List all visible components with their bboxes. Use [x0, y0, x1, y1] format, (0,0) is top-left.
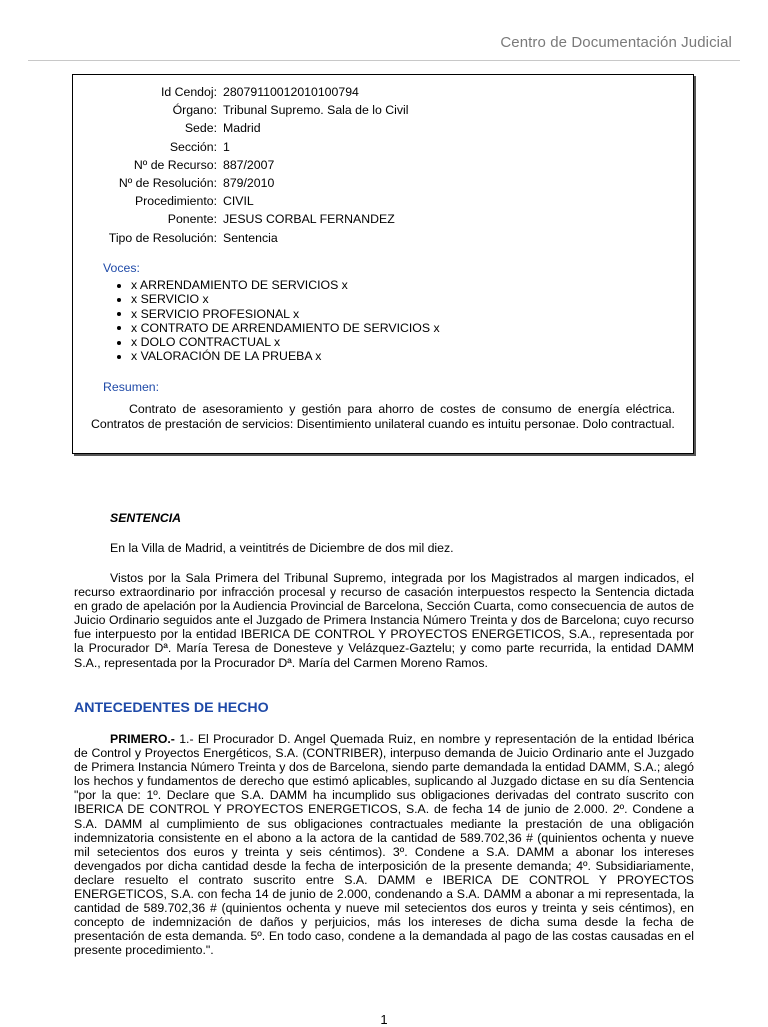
primero-paragraph [74, 732, 694, 958]
header-divider [28, 60, 740, 61]
resumen-label: Resumen: [103, 380, 160, 394]
meta-value: 1 [223, 139, 230, 154]
meta-value: JESUS CORBAL FERNANDEZ [223, 212, 395, 227]
voces-list [103, 278, 440, 364]
document-center-title: Centro de Documentación Judicial [500, 34, 732, 51]
date-line: En la Villa de Madrid, a veintitrés de Diciembre de dos mil diez. [110, 541, 454, 555]
voces-label: Voces: [103, 261, 140, 275]
primero-label: PRIMERO.- [110, 732, 175, 746]
meta-key: Ponente: [167, 212, 217, 227]
voces-item: x ARRENDAMIENTO DE SERVICIOS x [103, 278, 440, 292]
resumen-text: Contrato de asesoramiento y gestión para ahorro de costes de consumo de energía eléctrica. Contratos de prestación de servicios: Disentimiento unilateral cuando es intuitu personae. Dolo contractual. [91, 402, 675, 431]
metadata-box [72, 74, 694, 454]
meta-value: 28079110012010100794 [223, 85, 359, 99]
page-number: 1 [380, 1012, 388, 1027]
meta-row-resolucion [73, 174, 408, 192]
meta-row-tipo-resolucion [73, 229, 408, 247]
meta-value: 887/2007 [223, 157, 275, 172]
meta-value: Madrid [223, 121, 261, 136]
meta-value: Sentencia [223, 230, 278, 245]
voces-item: x DOLO CONTRACTUAL x [103, 335, 440, 349]
meta-row-id-cendoj [73, 83, 408, 101]
meta-key: Procedimiento: [134, 194, 217, 209]
meta-value: Tribunal Supremo. Sala de lo Civil [223, 103, 409, 118]
voces-item: x SERVICIO PROFESIONAL x [103, 307, 440, 321]
voces-item: x SERVICIO x [103, 292, 440, 306]
meta-row-seccion [73, 138, 408, 156]
primero-text: 1.- El Procurador D. Angel Quemada Ruiz, en nombre y representación de la entidad Ibérica de Control y Proyectos Energéticos, S.A. (CONTRIBER), interpuso demanda de Juicio Ordinario ante el Juzgado de Primera Instancia Número Treinta y dos de Barcelona, siendo parte demandada la entidad DAMM, S.A.; alegó los hechos y fundamentos de derecho que estimó aplicables, suplicando al Juzgado dictase en su día Sentencia "por la que: 1º. Declare que S.A. DAMM ha incumplido sus obligaciones derivadas del contrato suscrito con IBERICA DE CONTROL Y PROYECTOS ENERGETICOS, S.A. de fecha 14 de junio de 2.000. 2º. Condene a S.A. DAMM al cumplimiento de sus obligaciones contractuales mediante la prestación de una obligación indemnizatoria consistente en el abono a la actora de la cantidad de 589.702,36 # (quinientos ochenta y nueve mil setecientos dos euros y treinta y seis céntimos). 3º. Condene a S.A. DAMM a abonar los intereses devengados por dicha cantidad desde la fecha de interposición de la presente demanda; 4º. Subsidiariamente, declare resuelto el contrato suscrito entre S.A. DAMM e IBERICA DE CONTROL Y PROYECTOS ENERGETICOS, S.A. con fecha 14 de junio de 2.000, condenando a S.A. DAMM a abonar a mi representada, la cantidad de 589.702,36 # (quinientos ochenta y nueve mil setecientos dos euros y treinta y seis céntimos), en concepto de indemnización de daños y perjuicios, más los intereses de dicha suma desde la fecha de presentación de esta demanda. 5º. En todo caso, condene a la demandada al pago de las costas causadas en el presente procedimiento.". [74, 732, 694, 958]
meta-key: Sección: [169, 139, 217, 154]
voces-item: x VALORACIÓN DE LA PRUEBA x [103, 349, 440, 363]
metadata-table [73, 83, 408, 247]
meta-row-recurso [73, 156, 408, 174]
sentencia-heading: SENTENCIA [110, 511, 182, 525]
meta-row-procedimiento [73, 192, 408, 210]
meta-row-ponente [73, 210, 408, 228]
voces-item: x CONTRATO DE ARRENDAMIENTO DE SERVICIOS x [103, 321, 440, 335]
meta-key: Sede: [184, 121, 217, 136]
meta-key: Nº de Recurso: [133, 157, 217, 172]
meta-key: Id Cendoj: [160, 85, 217, 99]
antecedentes-heading: ANTECEDENTES DE HECHO [74, 700, 269, 716]
vistos-paragraph: Vistos por la Sala Primera del Tribunal Supremo, integrada por los Magistrados al margen indicados, el recurso extraordinario por infracción procesal y recurso de casación interpuestos respecto la Sentencia dictada en grado de apelación por la Audiencia Provincial de Barcelona, Sección Cuarta, como consecuencia de autos de Juicio Ordinario seguidos ante el Juzgado de Primera Instancia Número Treinta y dos de Barcelona; cuyo recurso fue interpuesto por la entidad IBERICA DE CONTROL Y PROYECTOS ENERGETICOS, S.A., representada por la Procurador Dª. María Teresa de Donesteve y Velázquez-Gaztelu; y como parte recurrida, la entidad DAMM S.A., representada por la Procurador Dª. María del Carmen Moreno Ramos. [74, 571, 694, 670]
meta-key: Tipo de Resolución: [108, 230, 217, 245]
meta-key: Órgano: [172, 103, 217, 118]
meta-key: Nº de Resolución: [118, 175, 217, 190]
meta-value: 879/2010 [223, 175, 275, 190]
meta-row-organo [73, 101, 408, 119]
meta-value: CIVIL [223, 194, 254, 209]
meta-row-sede [73, 119, 408, 137]
